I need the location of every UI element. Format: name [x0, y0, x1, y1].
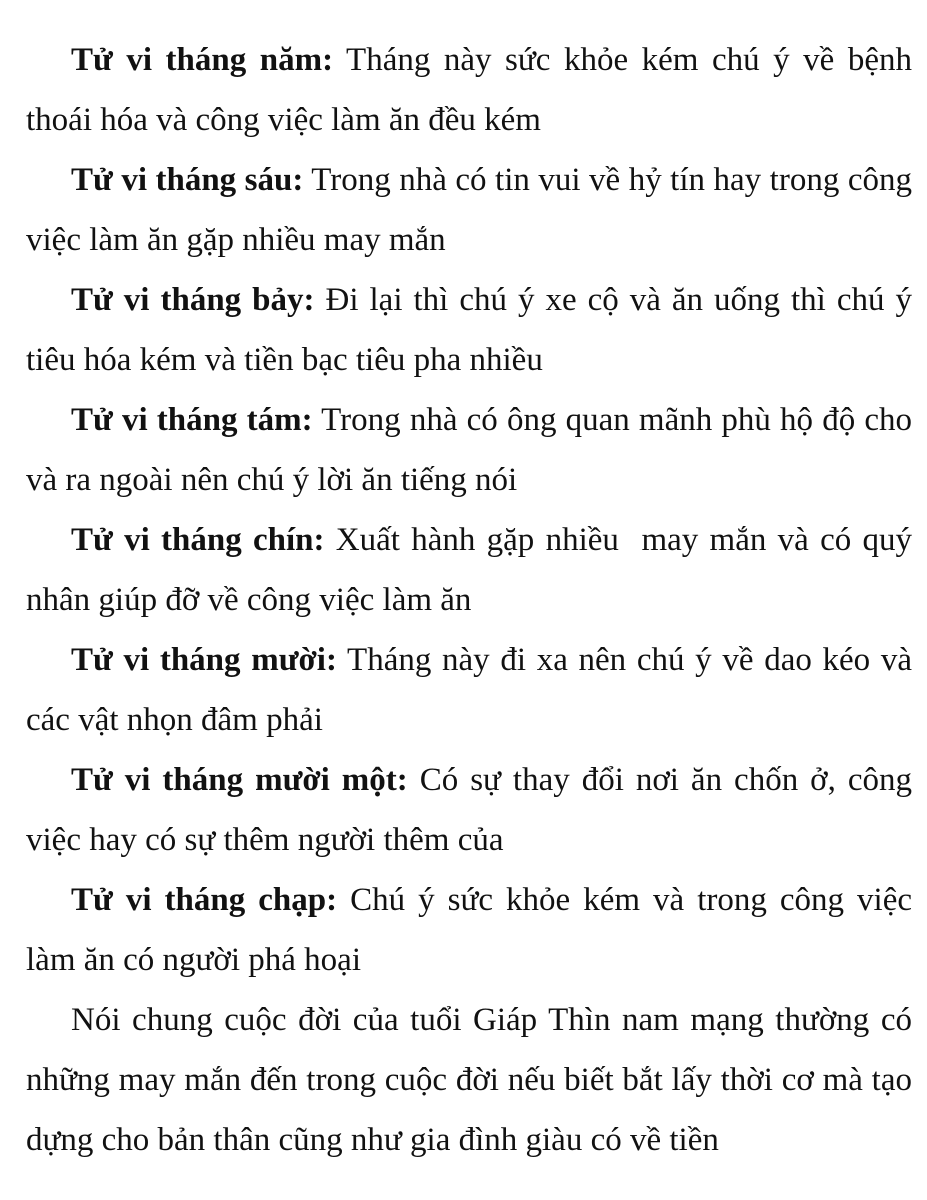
paragraph-label: Tử vi tháng năm:: [71, 42, 334, 78]
paragraph-text: Chú ý sức khỏe kém và trong công việc làm ăn có người phá hoại: [26, 882, 912, 978]
paragraph-month-12: [26, 870, 912, 990]
paragraph-month-10: [26, 630, 912, 750]
paragraph-text: Xuất hành gặp nhiều may mắn và có quý nhân giúp đỡ về công việc làm ăn: [26, 522, 921, 618]
paragraph-label: Tử vi tháng tám:: [71, 402, 313, 438]
paragraph-text: Đi lại thì chú ý xe cộ và ăn uống thì chú ý tiêu hóa kém và tiền bạc tiêu pha nhiều: [26, 282, 912, 378]
paragraph-month-8: [26, 390, 912, 510]
paragraph-text: Tháng này đi xa nên chú ý về dao kéo và các vật nhọn đâm phải: [26, 642, 912, 738]
paragraph-month-6: [26, 150, 912, 270]
paragraph-month-9: [26, 510, 921, 630]
paragraph-month-5: [26, 30, 912, 150]
paragraph-text: Trong nhà có tin vui về hỷ tín hay trong công việc làm ăn gặp nhiều may mắn: [26, 162, 912, 258]
paragraph-text: Tháng này sức khỏe kém chú ý về bệnh thoái hóa và công việc làm ăn đều kém: [26, 42, 913, 138]
paragraph-label: Tử vi tháng chín:: [71, 522, 325, 558]
paragraph-month-7: [26, 270, 912, 390]
paragraph-month-11: [26, 750, 912, 870]
document-page: [26, 30, 921, 1170]
paragraph-label: Tử vi tháng mười:: [71, 642, 337, 678]
paragraph-text: Trong nhà có ông quan mãnh phù hộ độ cho và ra ngoài nên chú ý lời ăn tiếng nói: [26, 402, 912, 498]
closing-paragraph: Nói chung cuộc đời của tuổi Giáp Thìn nam mạng thường có những may mắn đến trong cuộc đời nếu biết bắt lấy thời cơ mà tạo dựng cho bản thân cũng như gia đình giàu có về tiền: [26, 1002, 912, 1158]
paragraph-text: Có sự thay đổi nơi ăn chốn ở, công việc hay có sự thêm người thêm của: [26, 762, 912, 858]
paragraph-label: Tử vi tháng mười một:: [71, 762, 408, 798]
paragraph-label: Tử vi tháng sáu:: [71, 162, 304, 198]
paragraph-label: Tử vi tháng chạp:: [71, 882, 338, 918]
paragraph-label: Tử vi tháng bảy:: [71, 282, 315, 318]
